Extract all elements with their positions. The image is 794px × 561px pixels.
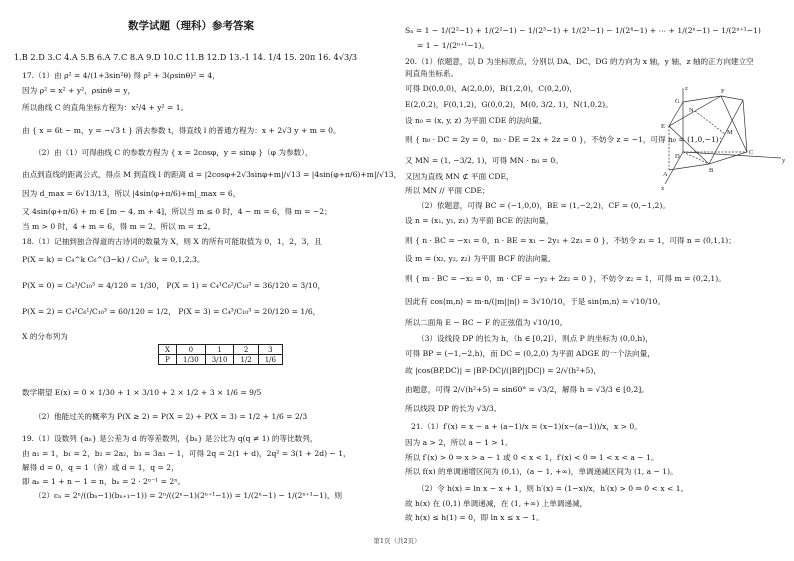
left-line-17: 19.（1）设数列 {aₙ} 是公差为 d 的等差数列，{bₙ} 是公比为 q(q ≠ 1) 的等比数列，	[22, 434, 318, 443]
table-cell: 2	[234, 345, 258, 355]
left-line-18: 由 a₁ = 1，b₁ = 2，b₂ = 2a₂，b₃ = 3a₃ − 1，可得 2q = 2(1 + d)，2q² = 3(1 + 2d) − 1，	[22, 449, 351, 458]
figure-label-m: M	[727, 129, 733, 136]
right-line-2: = 1 − 1/(2ⁿ⁺¹−1)。	[417, 41, 490, 50]
right-line-16: 则 { m · BC = −x₂ = 0，m · CF = −y₂ + 2z₂ = 0 }，不妨令 z₂ = 1，可得 m = (0,2,1)。	[405, 274, 726, 283]
table-cell: 1	[205, 345, 234, 355]
figure-label-b: B	[709, 167, 714, 174]
left-line-20: 即 aₙ = 1 + n − 1 = n，bₙ = 2 · 2ⁿ⁻¹ = 2ⁿ。	[22, 477, 186, 486]
table-cell: 0	[176, 345, 205, 355]
figure-edge	[683, 96, 743, 102]
table-row	[159, 345, 283, 355]
table-row	[159, 355, 283, 365]
right-line-7: 设 n₀ = (x, y, z) 为平面 CDE 的法向量，	[405, 116, 547, 125]
right-line-24: 21.（1）f′(x) = x − a + (a−1)/x = (x−1)(x−(a−1))/x，x > 0。	[411, 422, 642, 431]
figure-label-d: D	[675, 153, 680, 160]
right-line-13: 设 n = (x₁, y₁, z₁) 为平面 BCE 的法向量，	[405, 216, 554, 225]
right-line-10: 又因为直线 MN ⊄ 平面 CDE，	[405, 172, 514, 181]
left-line-15: 数学期望 E(x) = 0 × 1/30 + 1 × 3/10 + 2 × 1/2 + 3 × 1/6 = 9/5	[22, 388, 262, 397]
figure-label-n: N	[689, 107, 694, 114]
left-line-7: 因为 d_max = 6√13/13，所以 |4sin(φ+π/6)+m|_max = 6，	[22, 189, 241, 198]
right-line-1: Sₙ = 1 − 1/(2²−1) + 1/(2²−1) − 1/(2³−1) + 1/(2³−1) − 1/(2⁴−1) + ⋯ + 1/(2ⁿ−1) − 1/(2ⁿ⁺¹−1)	[405, 26, 761, 35]
right-line-12: （2）依题意，可得 BC = (−1,0,0)，BE = (1,−2,2)，CF = (0,−1,2)。	[417, 201, 670, 210]
right-line-21: 故 |cos⟨BP,DC⟩| = |BP·DC|/(|BP||DC|) = 2/√(h²+5)，	[405, 366, 601, 375]
figure-label-x: x	[661, 185, 665, 192]
right-line-14: 则 { n · BC = −x₁ = 0，n · BE = x₁ − 2y₁ + 2z₁ = 0 }，不妨令 z₁ = 1，可得 n = (0,1,1)；	[405, 236, 736, 245]
page-title: 数学试题（理科）参考答案	[128, 20, 254, 32]
figure-label-a: A	[663, 171, 668, 178]
figure-label-y: y	[782, 157, 786, 164]
table-cell: 3	[258, 345, 282, 355]
table-cell: 3/10	[205, 355, 234, 365]
left-line-10: 18.（1）记抽到独合得道的古诗词的数量为 X，则 X 的所有可能取值为 0，1，2，3，且	[22, 237, 322, 246]
figure-edge	[683, 152, 709, 164]
right-line-11: 所以 MN // 平面 CDE；	[405, 186, 490, 195]
right-line-18: 所以二面角 E − BC − F 的正弦值为 √10/10。	[405, 318, 568, 327]
table-cell: P	[159, 355, 177, 365]
right-line-25: 因为 a > 2，所以 a − 1 > 1。	[405, 438, 513, 447]
left-line-4: 由 { x = 6t − m，y = −√3 t } 消去参数 t，得直线 l 的普通方程为：x + 2√3 y + m = 0。	[22, 126, 341, 135]
left-line-16: （2）他能过关的概率为 P(X ≥ 2) = P(X = 2) + P(X = 3) = 1/2 + 1/6 = 2/3	[34, 412, 308, 421]
right-line-22: 由题意，可得 2/√(h²+5) = sin60° = √3/2，解得 h = √3/3 ∈ [0,2]。	[405, 385, 649, 394]
left-line-21: （2）cₙ = 2ⁿ/((bₙ−1)(bₙ₊₁−1)) = 2ⁿ/((2ⁿ−1)(2ⁿ⁺¹−1)) = 1/(2ⁿ−1) − 1/(2ⁿ⁺¹−1)，则	[34, 491, 343, 500]
right-line-28: （2）令 h(x) = ln x − x + 1，则 h′(x) = (1−x)/x，h′(x) > 0 ⇒ 0 < x < 1。	[417, 484, 689, 493]
right-line-3: 20.（1）依题意，以 D 为坐标原点，分别以 DA、DC、DG 的方向为 x 轴，y 轴，z 轴的正方向建立空	[405, 57, 754, 66]
table-cell: 1/2	[234, 355, 258, 365]
left-line-13: P(X = 2) = C₄²C₆¹/C₁₀³ = 60/120 = 1/2， P(X = 3) = C₄³/C₁₀³ = 20/120 = 1/6，	[22, 307, 321, 316]
figure-label-c: C	[749, 149, 754, 156]
table-cell: 1/30	[176, 355, 205, 365]
figure-label-f: F	[721, 88, 725, 95]
left-line-1: 17.（1）由 ρ² = 4/(1+3sin²θ) 得 ρ² + 3(ρsinθ)² = 4，	[22, 71, 220, 80]
page-footer: 第1页（共2页）	[373, 537, 421, 545]
right-line-4: 间直角坐标系。	[405, 69, 459, 78]
left-line-19: 解得 d = 0，q = 1（舍）或 d = 1，q = 2，	[22, 463, 179, 472]
right-line-15: 设 m = (x₂, y₂, z₂) 为平面 BCF 的法向量，	[405, 254, 556, 263]
left-line-2: 因为 ρ² = x² + y²，ρsinθ = y，	[22, 86, 136, 95]
right-line-26: 所以 f′(x) > 0 ⇒ x > a − 1 或 0 < x < 1，f′(x) < 0 ⇒ 1 < x < a − 1。	[405, 453, 659, 462]
choice-answers: 1.B 2.D 3.C 4.A 5.B 6.A 7.C 8.A 9.D 10.C 11.B 12.D 13.-1 14. 1/4 15. 20π 16. 4√3/3	[14, 52, 358, 62]
right-line-23: 所以线段 DP 的长为 √3/3。	[405, 404, 502, 413]
left-line-9: 当 m > 0 时，4 + m = 6，得 m = 2。所以 m = ±2。	[22, 222, 216, 231]
right-line-6: E(2,0,2)，F(0,1,2)，G(0,0,2)，M(0, 3/2, 1)，N(1,0,2)。	[405, 100, 613, 109]
right-line-9: 又 MN = (1, −3/2, 1)，可得 MN · n₀ = 0。	[405, 156, 563, 165]
right-line-27: 所以 f(x) 的单调递增区间为 (0,1)，(a − 1, +∞)，单调递减区间为 (1, a − 1)。	[405, 467, 678, 476]
figure-edge	[669, 100, 747, 164]
right-line-29: 故 h(x) 在 (0,1) 单调递减，在 (1, +∞) 上单调递减，	[405, 499, 588, 508]
figure-edge	[669, 164, 709, 170]
right-line-17: 因此有 cos⟨m,n⟩ = m·n/(|m||n|) = 3√10/10，于是 sin⟨m,n⟩ = √10/10。	[405, 297, 665, 306]
left-line-12: P(X = 0) = C₆³/C₁₀³ = 4/120 = 1/30， P(X = 1) = C₄¹C₆²/C₁₀³ = 36/120 = 3/10，	[22, 281, 326, 290]
left-line-6: 由点到直线的距离公式，得点 M 到直线 l 的距离 d = |2cosφ+2√3sinφ+m|/√13 = |4sin(φ+π/6)+m|/√13，	[22, 170, 402, 179]
geometry-3d-figure	[651, 82, 791, 192]
left-line-3: 所以曲线 C 的直角坐标方程为：x²/4 + y² = 1。	[22, 103, 189, 112]
figure-label-e: E	[661, 123, 665, 130]
left-line-11: P(X = k) = C₄^k C₆^(3−k) / C₁₀³，k = 0,1,2,3。	[22, 255, 205, 264]
right-line-5: 可得 D(0,0,0)，A(2,0,0)，B(1,2,0)，C(0,2,0)，	[405, 84, 577, 93]
table-cell: X	[159, 345, 177, 355]
left-line-5: （2）由（1）可得曲线 C 的参数方程为 { x = 2cosφ，y = sinφ }（φ 为参数），	[34, 148, 313, 157]
right-line-8: 则 { n₀ · DC = 2y = 0，n₀ · DE = 2x + 2z = 0 }，不妨令 z = −1，可得 n₀ = (1,0,−1)；	[405, 135, 727, 144]
figure-edge	[695, 111, 725, 134]
right-line-19: （3）设线段 DP 的长为 h，（h ∈ [0,2]），则点 P 的坐标为 (0,0,h)，	[417, 334, 653, 343]
distribution-table	[158, 344, 283, 365]
figure-label-z: z	[685, 85, 688, 92]
right-line-20: 可得 BP = (−1,−2,h)，而 DC = (0,2,0) 为平面 ADGE 的一个法向量，	[405, 349, 655, 358]
left-line-8: 又 4sin(φ+π/6) + m ∈ [m − 4, m + 4]，所以当 m ≤ 0 时，4 − m = 6，得 m = −2；	[22, 207, 332, 216]
right-line-30: 故 h(x) ≤ h(1) = 0，即 ln x ≤ x − 1。	[405, 513, 544, 522]
figure-label-g: G	[675, 98, 680, 105]
table-cell: 1/6	[258, 355, 282, 365]
left-line-14: X 的分布列为	[22, 332, 68, 341]
